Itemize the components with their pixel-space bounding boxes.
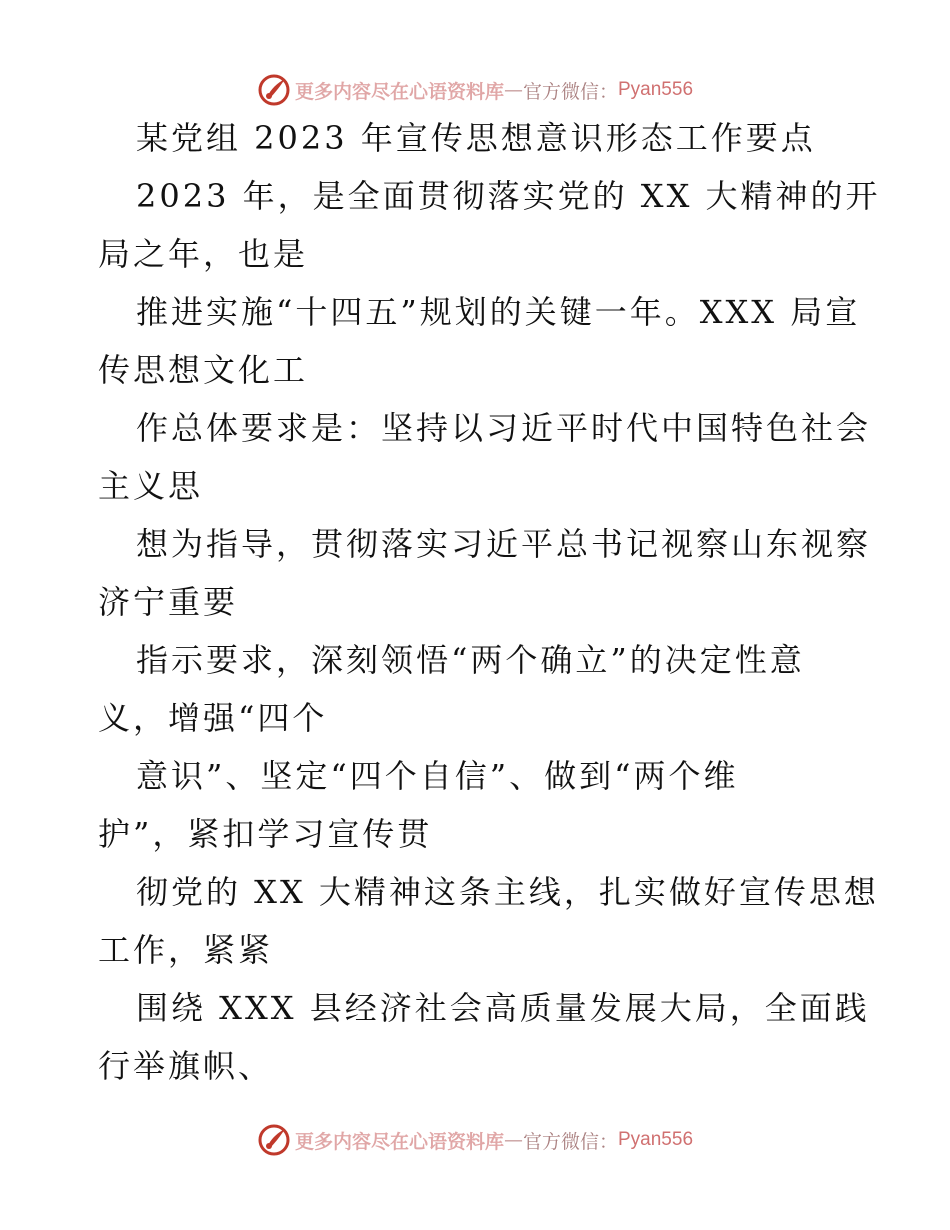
- watermark-text: 更多内容尽在心语资料库: [294, 80, 504, 103]
- document-line: 义，增强“四个: [98, 699, 328, 737]
- watermark-wechat-id: Pyan556: [618, 1129, 694, 1150]
- document-line: 工作，紧紧: [98, 931, 274, 969]
- document-line: 推进实施“十四五”规划的关键一年。XXX 局宣: [136, 293, 861, 331]
- watermark-text: 更多内容尽在心语资料库: [294, 1130, 504, 1153]
- document-line: 主义思: [98, 467, 204, 505]
- document-line: 作总体要求是：坚持以习近平时代中国特色社会: [136, 409, 872, 447]
- watermark-wechat-label: 官方微信：: [522, 80, 618, 103]
- document-line: 彻党的 XX 大精神这条主线，扎实做好宣传思想: [136, 873, 879, 911]
- watermark-dash: —: [503, 79, 523, 101]
- document-line: 济宁重要: [98, 583, 239, 621]
- brush-seal-icon: [257, 73, 291, 107]
- document-line: 意识”、坚定“四个自信”、做到“两个维: [136, 757, 739, 795]
- watermark-wechat-id: Pyan556: [618, 79, 694, 100]
- document-line: 护”，紧扣学习宣传贯: [98, 815, 433, 853]
- watermark-banner-top: [0, 70, 950, 110]
- document-line: 想为指导，贯彻落实习近平总书记视察山东视察: [136, 525, 872, 563]
- document-line: 围绕 XXX 县经济社会高质量发展大局，全面践: [136, 989, 870, 1027]
- document-line: 2023 年，是全面贯彻落实党的 XX 大精神的开: [136, 177, 881, 215]
- document-line: 指示要求，深刻领悟“两个确立”的决定性意: [136, 641, 805, 679]
- brush-seal-icon: [257, 1123, 291, 1157]
- watermark-banner-bottom: [0, 1120, 950, 1160]
- watermark-wechat-label: 官方微信：: [522, 1130, 618, 1153]
- document-line: 行举旗帜、: [98, 1047, 274, 1085]
- document-line: 传思想文化工: [98, 351, 309, 389]
- watermark-dash: —: [503, 1129, 523, 1151]
- document-line: 某党组 2023 年宣传思想意识形态工作要点: [136, 119, 816, 157]
- document-line: 局之年，也是: [98, 235, 309, 273]
